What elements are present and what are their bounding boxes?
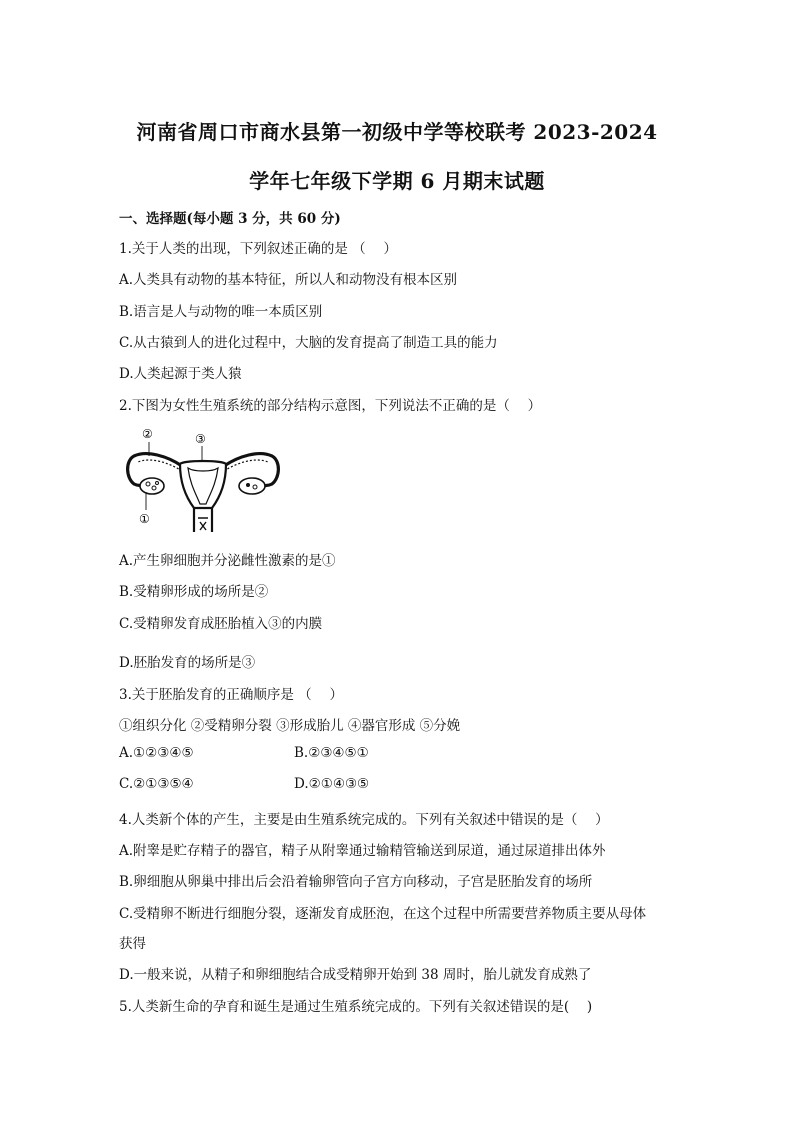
q1-option-d: D.人类起源于类人猿 — [119, 366, 242, 382]
right-ovary — [239, 478, 265, 494]
q5-stem: 5.人类新生命的孕育和诞生是通过生殖系统完成的。下列有关叙述错误的是( ) — [119, 999, 593, 1015]
female-reproductive-system-diagram — [122, 426, 284, 534]
left-ovary — [140, 478, 164, 494]
q4-option-a: A.附睾是贮存精子的器官，精子从附睾通过输精管输送到尿道，通过尿道排出体外 — [119, 843, 606, 859]
figure-label-2: ② — [142, 427, 153, 441]
figure-label-1: ① — [139, 512, 150, 526]
q2-option-b: B.受精卵形成的场所是② — [119, 584, 269, 600]
q4-option-c-line1: C.受精卵不断进行细胞分裂，逐渐发育成胚泡，在这个过程中所需要营养物质主要从母体 — [119, 906, 647, 922]
q1-stem: 1.关于人类的出现，下列叙述正确的是 （ ） — [119, 241, 397, 257]
q4-stem: 4.人类新个体的产生，主要是由生殖系统完成的。下列有关叙述中错误的是（ ） — [119, 812, 609, 828]
q2-option-a: A.产生卵细胞并分泌雌性激素的是① — [119, 553, 336, 569]
q3-items: ①组织分化 ②受精卵分裂 ③形成胎儿 ④器官形成 ⑤分娩 — [119, 718, 461, 734]
q4-option-d: D.一般来说，从精子和卵细胞结合成受精卵开始到 38 周时，胎儿就发育成熟了 — [119, 967, 592, 983]
vagina — [194, 508, 212, 532]
q4-option-c-line2: 获得 — [119, 936, 146, 952]
q1-option-a: A.人类具有动物的基本特征，所以人和动物没有根本区别 — [119, 272, 458, 288]
q3-stem: 3.关于胚胎发育的正确顺序是 （ ） — [119, 687, 343, 703]
section-heading: 一、选择题(每小题 3 分，共 60 分) — [119, 211, 341, 227]
q4-option-b: B.卵细胞从卵巢中排出后会沿着输卵管向子宫方向移动，子宫是胚胎发育的场所 — [119, 874, 593, 890]
q3-option-b: B.②③④⑤① — [294, 745, 369, 761]
q3-option-d: D.②①④③⑤ — [294, 776, 370, 792]
q2-option-d: D.胚胎发育的场所是③ — [119, 655, 256, 671]
q3-option-a: A.①②③④⑤ — [119, 745, 194, 761]
figure-label-3: ③ — [195, 432, 206, 446]
q1-option-b: B.语言是人与动物的唯一本质区别 — [119, 304, 323, 320]
uterus — [180, 461, 226, 508]
q3-option-c: C.②①③⑤④ — [119, 776, 194, 792]
q2-option-c: C.受精卵发育成胚胎植入③的内膜 — [119, 616, 323, 632]
exam-title-line2: 学年七年级下学期 6 月期末试题 — [249, 169, 545, 193]
q1-option-c: C.从古猿到人的进化过程中，大脑的发育提高了制造工具的能力 — [119, 335, 498, 351]
exam-title-line1: 河南省周口市商水县第一初级中学等校联考 2023-2024 — [136, 120, 658, 144]
q2-stem: 2.下图为女性生殖系统的部分结构示意图，下列说法不正确的是（ ） — [119, 398, 542, 414]
